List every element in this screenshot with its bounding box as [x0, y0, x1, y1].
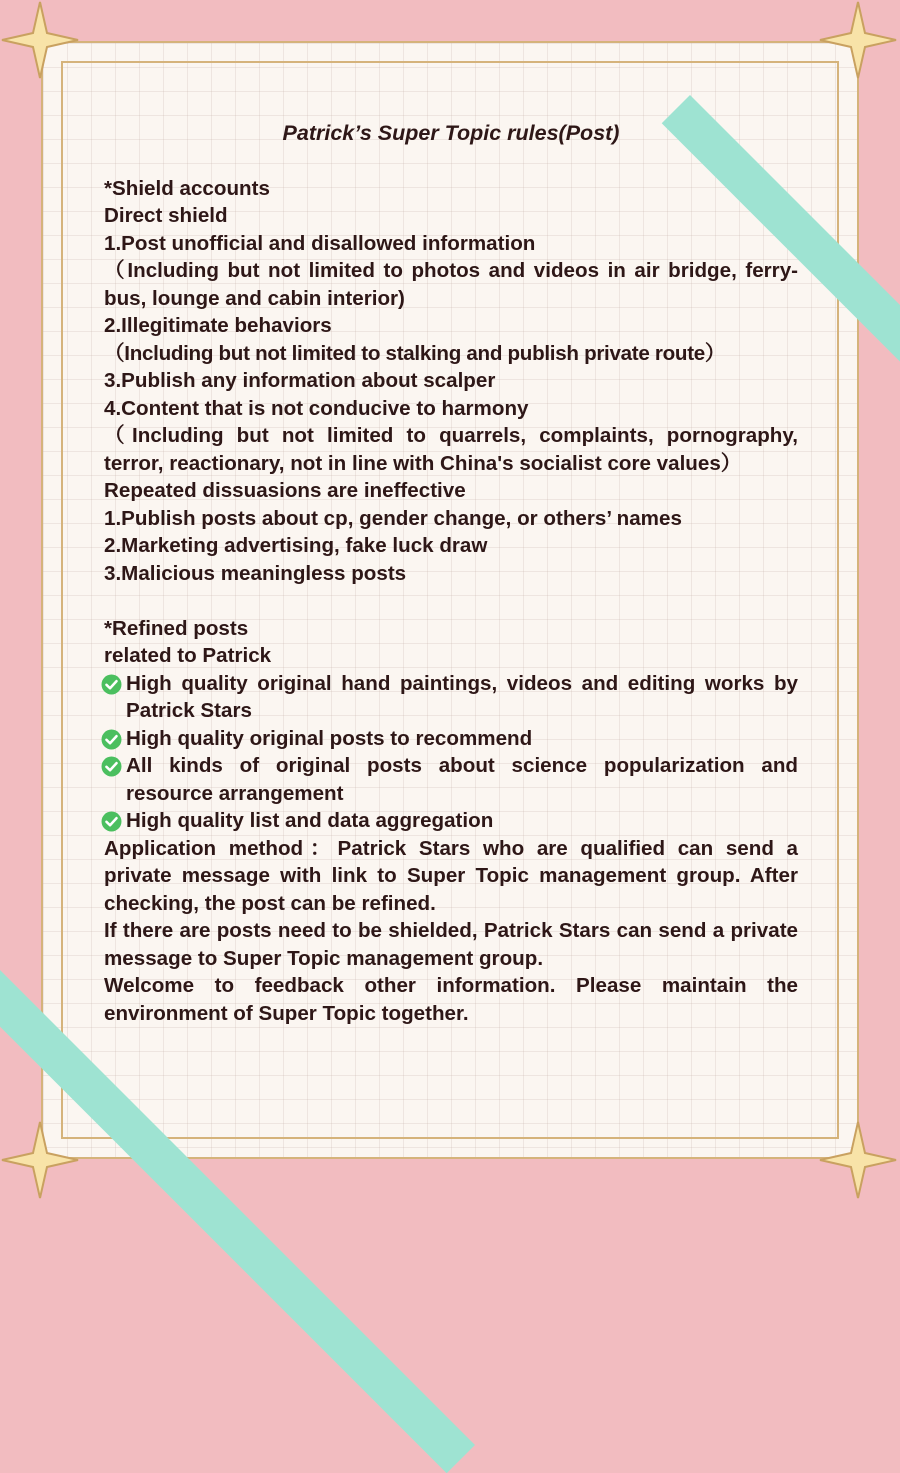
sparkle-star-icon [818, 1120, 898, 1200]
check-circle-icon [101, 729, 122, 750]
check-circle-icon [101, 674, 122, 695]
rule-item: 2.Illegitimate behaviors [104, 314, 332, 337]
list-item [104, 752, 798, 807]
refined-item-text: High quality original posts to recommend [126, 726, 533, 750]
rule-item: 3.Malicious meaningless posts [104, 561, 407, 585]
shield-request-note: If there are posts need to be shielded, Patrick Stars can send a private message to Super Topic management group. [104, 919, 798, 970]
rule-item: 4.Content that is not conducive to harmony [104, 396, 529, 420]
rule-item: 1.Post unofficial and disallowed information [104, 231, 536, 255]
rule-item: 3.Publish any information about scalper [104, 369, 496, 392]
page-title: Patrick’s Super Topic rules(Post) [282, 121, 620, 145]
application-method: Application method：Patrick Stars who are qualified can send a private message with link to Super Topic management group. After checking, the post can be refined. [104, 836, 798, 915]
repeated-dissuasion-heading: Repeated dissuasions are ineffective [104, 479, 466, 502]
refined-item-text: High quality list and data aggregation [126, 809, 494, 832]
rule-item: 1.Publish posts about cp, gender change, or others’ names [104, 506, 682, 530]
check-circle-icon [101, 811, 122, 832]
rule-item: 2.Marketing advertising, fake luck draw [104, 534, 488, 557]
refined-posts-heading: *Refined posts [104, 616, 249, 640]
rule-note: （Including but not limited to quarrels, complaints, pornography, terror, reactionary, not in line with China's socialist core values） [104, 424, 798, 475]
sparkle-star-icon [818, 0, 898, 80]
shield-heading: *Shield accounts [104, 176, 270, 200]
refined-item-text: All kinds of original posts about science popularization and resource arrangement [126, 754, 798, 805]
sparkle-star-icon [0, 0, 80, 80]
rule-note: （Including but not limited to photos and videos in air bridge, ferry-bus, lounge and cabin interior) [104, 259, 798, 310]
refined-posts-subheading: related to Patrick [104, 644, 272, 667]
list-item [104, 670, 798, 725]
list-item [104, 725, 798, 753]
refined-item-text: High quality original hand paintings, videos and editing works by Patrick Stars [126, 671, 798, 722]
rules-content [104, 120, 798, 1027]
rule-note: （Including but not limited to stalking and publish private route） [104, 341, 726, 365]
check-circle-icon [101, 756, 122, 777]
list-item [104, 807, 798, 835]
direct-shield-heading: Direct shield [104, 204, 228, 227]
feedback-note: Welcome to feedback other information. Please maintain the environment of Super Topic together. [104, 974, 798, 1025]
sparkle-star-icon [0, 1120, 80, 1200]
